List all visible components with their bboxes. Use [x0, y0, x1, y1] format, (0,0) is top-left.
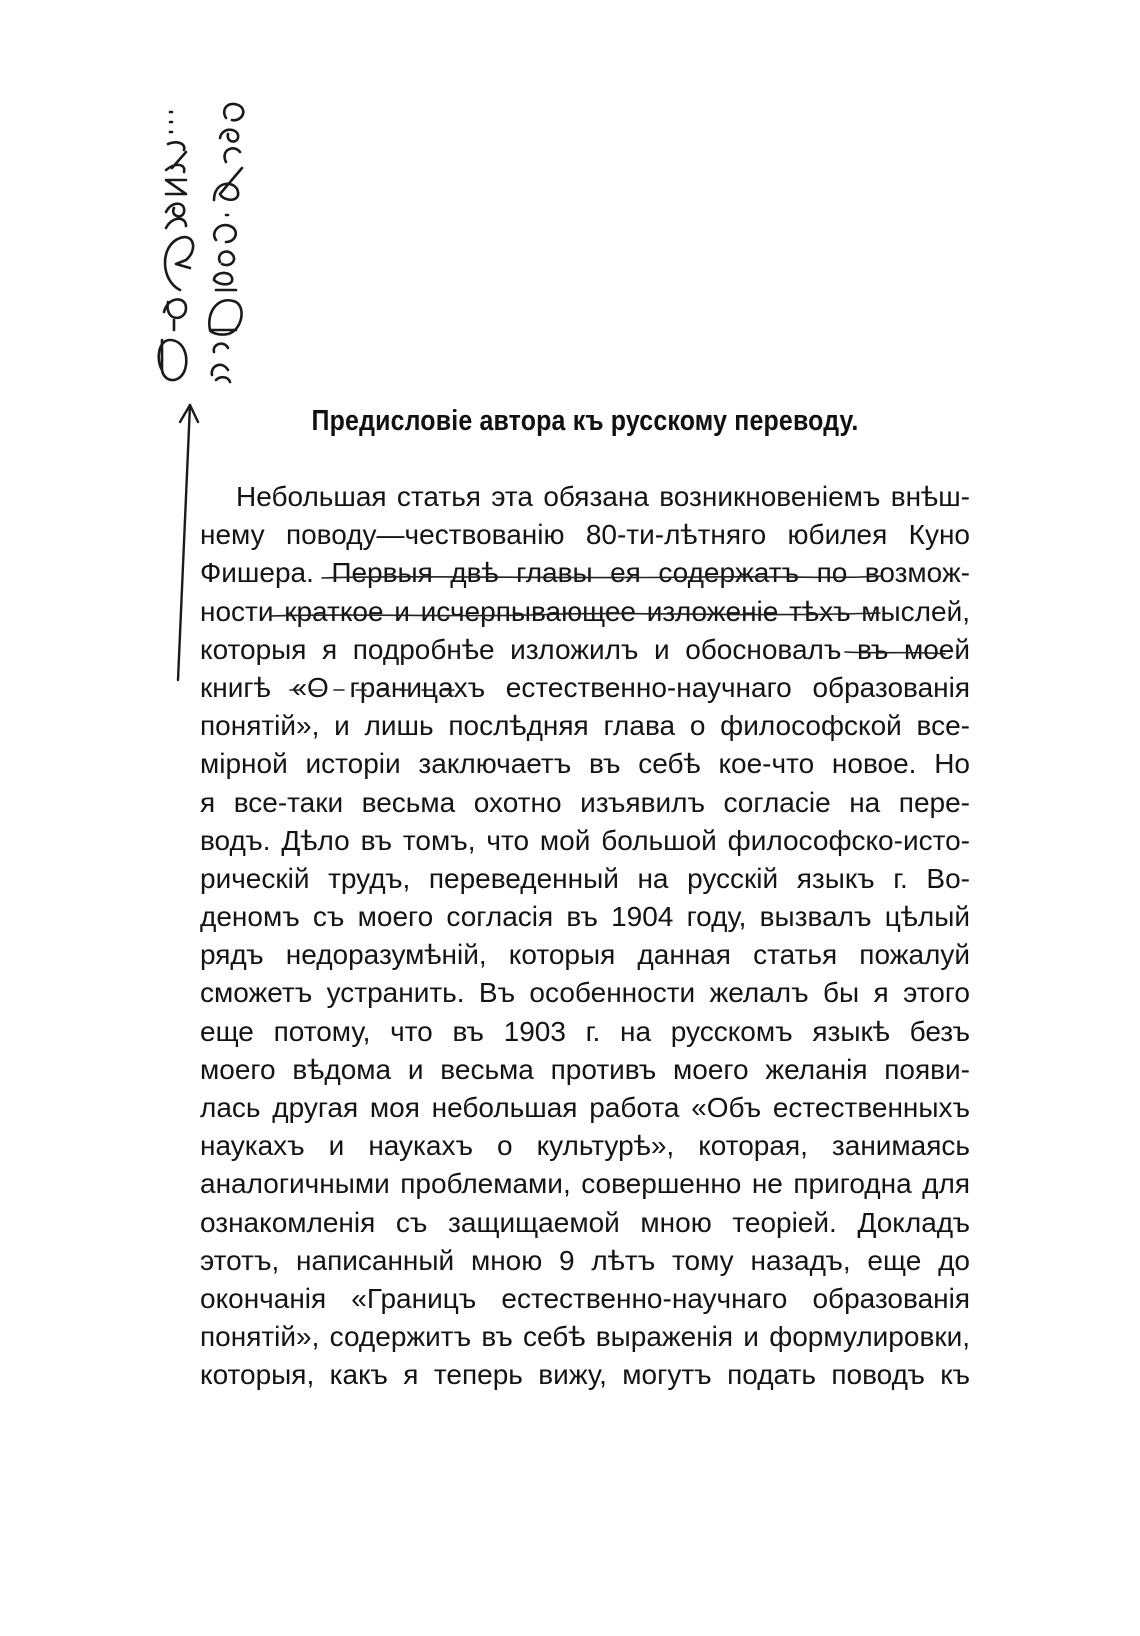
preface-body — [200, 478, 970, 1395]
text-line: наукахъ и наукахъ о культурѣ», которая, занимаясь — [200, 1130, 970, 1162]
text-line: водъ. Дѣло въ томъ, что мой большой философско-исто- — [200, 824, 970, 856]
text-line: ознакомленія съ защищаемой мною теоріей. Докладъ — [200, 1206, 970, 1238]
text-line: моего вѣдома и весьма противъ моего желанія появи- — [200, 1053, 970, 1085]
text-line: аналогичными проблемами, совершенно не пригодна для — [200, 1168, 970, 1200]
text-line: я все-таки весьма охотно изъявилъ согласіе на пере- — [200, 786, 970, 818]
text-line: мірной исторіи заключаетъ въ себѣ кое-что новое. Но — [200, 748, 970, 780]
text-line: рическій трудъ, переведенный на русскій языкъ г. Во- — [200, 862, 970, 894]
text-line: деномъ съ моего согласія въ 1904 году, вызвалъ цѣлый — [200, 901, 970, 933]
preface-title: Предисловіе автора къ русскому переводу. — [311, 405, 859, 437]
text-line: книгѣ «О границахъ естественно-научнаго образованія — [200, 671, 970, 703]
text-line: понятій», и лишь послѣдняя глава о философской все- — [200, 710, 970, 742]
text-line: лась другая моя небольшая работа «Объ естественныхъ — [200, 1092, 970, 1123]
text-line: окончанія «Границъ естественно-научнаго образованія — [200, 1282, 970, 1314]
text-line: ности краткое и исчерпывающее изложеніе тѣхъ мыслей, — [200, 595, 970, 627]
text-line: понятій», содержитъ въ себѣ выраженія и формулировки, — [200, 1321, 970, 1353]
text-line: которыя я подробнѣе изложилъ и обосновалъ въ моей — [200, 633, 970, 665]
text-line: Фишера. Первыя двѣ главы ея содержатъ по возмож- — [200, 557, 970, 589]
text-line: этотъ, написанный мною 9 лѣтъ тому назадъ, еще до — [200, 1244, 970, 1276]
text-line: еще потому, что въ 1903 г. на русскомъ языкѣ безъ — [200, 1015, 970, 1047]
text-line: сможетъ устранить. Въ особенности желалъ бы я этого — [200, 977, 970, 1009]
text-line: рядъ недоразумѣній, которыя данная статья пожалуй — [200, 939, 970, 971]
text-line: нему поводу—чествованію 80-ти-лѣтняго юбилея Куно — [200, 519, 970, 551]
text-line: Небольшая статья эта обязана возникновеніемъ внѣш- — [236, 481, 970, 512]
text-line: которыя, какъ я теперь вижу, могутъ подать поводъ къ — [200, 1359, 970, 1391]
